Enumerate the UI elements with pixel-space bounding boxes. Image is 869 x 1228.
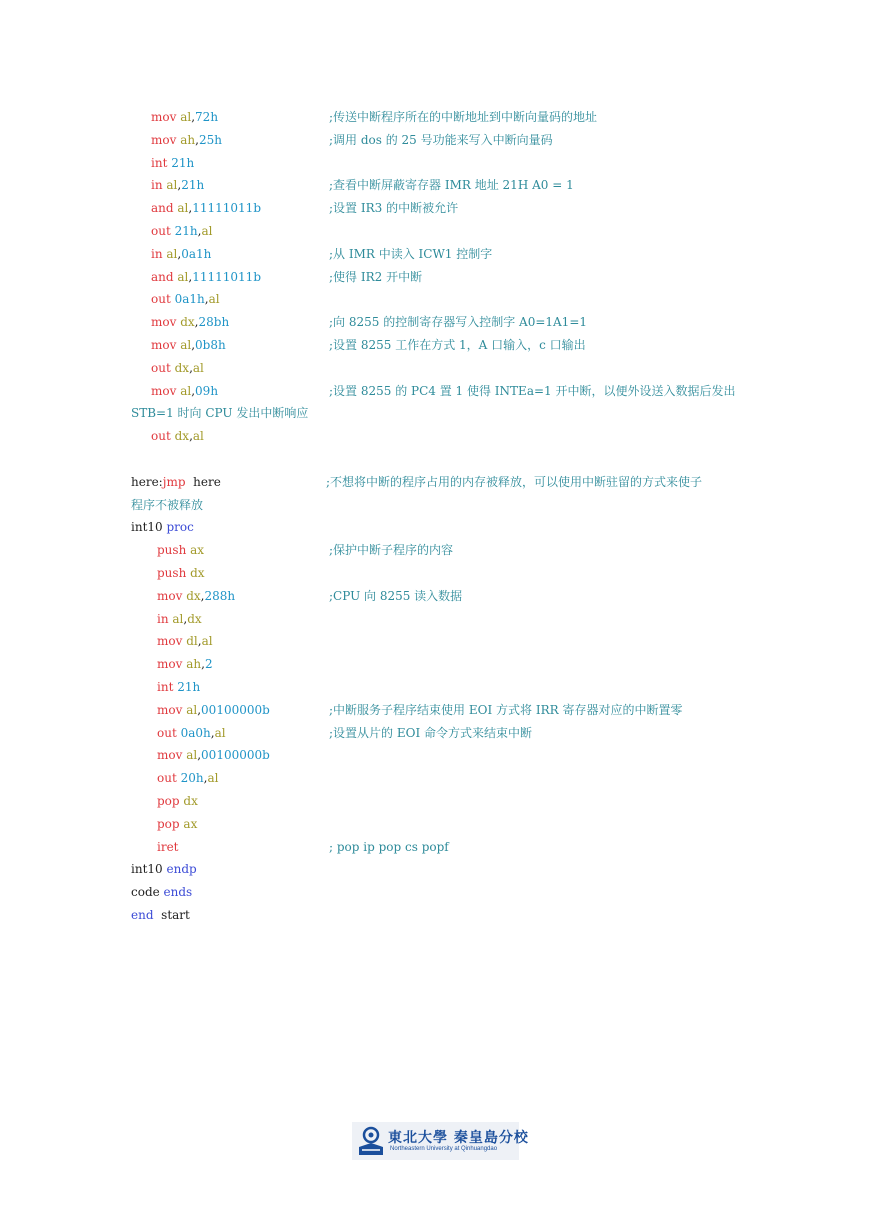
- code-line: [0, 129, 869, 152]
- instruction: [157, 744, 270, 767]
- operand: ,: [197, 634, 202, 649]
- instruction: [157, 699, 270, 722]
- mnemonic: out: [151, 223, 171, 238]
- code-line: [0, 653, 869, 676]
- operand: al: [186, 702, 198, 717]
- mnemonic: mov: [157, 702, 183, 717]
- operand: dx: [190, 565, 205, 580]
- mnemonic: mov: [151, 110, 177, 124]
- instruction: [131, 516, 194, 539]
- operand: al: [180, 383, 192, 398]
- operand: al: [166, 178, 178, 193]
- operand: al: [214, 725, 226, 740]
- code-comment: ;传送中断程序所在的中断地址到中断向量码的地址: [329, 110, 598, 124]
- code-line: [0, 357, 869, 380]
- code-line: [0, 425, 869, 448]
- instruction: [157, 836, 179, 859]
- operand: 21h: [171, 155, 195, 170]
- operand: here: [189, 474, 221, 489]
- instruction: [157, 676, 200, 699]
- operand: al: [208, 292, 220, 307]
- instruction: [151, 311, 229, 334]
- operand: ah: [186, 657, 202, 672]
- operand: 11111011b: [192, 269, 261, 284]
- instruction: [157, 539, 204, 562]
- operand: ,: [200, 588, 205, 603]
- operand: ax: [183, 816, 198, 831]
- code-line: [0, 516, 869, 539]
- operand: 21h: [174, 223, 198, 238]
- code-line: [0, 858, 869, 881]
- operand: ,: [197, 702, 202, 717]
- instruction: [151, 266, 261, 289]
- code-comment: ;查看中断屏蔽寄存器 IMR 地址 21H A0 = 1: [329, 178, 574, 193]
- code-line: [0, 836, 869, 859]
- code-line: [0, 630, 869, 653]
- operand: 11111011b: [192, 201, 261, 216]
- code-listing: [0, 106, 869, 927]
- code-line: [0, 744, 869, 767]
- instruction: [157, 653, 213, 676]
- operand: al: [180, 110, 192, 124]
- operand: ah: [180, 132, 196, 147]
- operand: ,: [183, 611, 188, 626]
- code-comment: ;保护中断子程序的内容: [329, 543, 454, 558]
- mnemonic: out: [151, 292, 171, 307]
- operand: ,: [191, 383, 196, 398]
- code-line: [0, 539, 869, 562]
- operand: dx: [174, 360, 190, 375]
- mnemonic: endp: [166, 862, 197, 877]
- mnemonic: out: [151, 360, 171, 375]
- operand: dx: [186, 588, 201, 603]
- mnemonic: mov: [151, 337, 177, 352]
- instruction: [151, 243, 211, 266]
- operand: al: [177, 201, 189, 216]
- instruction: [157, 790, 198, 813]
- code-comment: ;设置从片的 EOI 命令方式来结束中断: [329, 725, 533, 740]
- mnemonic: mov: [151, 383, 177, 398]
- code-line: [0, 243, 869, 266]
- instruction: [157, 630, 213, 653]
- mnemonic: jmp: [162, 474, 186, 489]
- operand: ,: [203, 771, 208, 786]
- code-comment: ;设置 8255 的 PC4 置 1 使得 INTEa=1 开中断，以便外设送入数据后发出: [329, 383, 736, 398]
- instruction: [157, 562, 205, 585]
- code-label: int10: [131, 520, 167, 535]
- operand: ,: [197, 748, 202, 763]
- operand: 0a1h: [174, 292, 205, 307]
- code-comment: ;设置 IR3 的中断被允许: [329, 201, 459, 216]
- code-comment: ;从 IMR 中读入 ICW1 控制字: [329, 246, 493, 261]
- mnemonic: in: [151, 246, 163, 261]
- operand: 0b8h: [195, 337, 226, 352]
- operand: dl: [186, 634, 198, 649]
- instruction: [157, 767, 218, 790]
- instruction: [151, 152, 194, 175]
- mnemonic: push: [157, 565, 187, 580]
- mnemonic: mov: [151, 132, 177, 147]
- code-line: [0, 174, 869, 197]
- mnemonic: proc: [166, 520, 194, 535]
- mnemonic: pop: [157, 816, 180, 831]
- university-emblem-icon: [356, 1125, 386, 1157]
- operand: 21h: [181, 178, 205, 193]
- instruction: [157, 722, 226, 745]
- operand: ,: [204, 292, 209, 307]
- code-line: [0, 402, 869, 425]
- operand: dx: [180, 315, 195, 330]
- mnemonic: in: [151, 178, 163, 193]
- comment-continuation: 程序不被释放: [131, 497, 204, 512]
- instruction: [151, 174, 204, 197]
- mnemonic: mov: [151, 315, 177, 330]
- code-line: [0, 813, 869, 836]
- instruction: [157, 585, 235, 608]
- code-line: [0, 904, 869, 927]
- operand: ax: [190, 543, 205, 558]
- code-line: [0, 881, 869, 904]
- code-line: [0, 790, 869, 813]
- code-line: [0, 585, 869, 608]
- code-line: [0, 767, 869, 790]
- operand: ,: [189, 429, 193, 444]
- operand: start: [157, 907, 190, 922]
- mnemonic: out: [151, 429, 171, 444]
- operand: ,: [194, 315, 199, 330]
- mnemonic: mov: [157, 588, 183, 603]
- operand: ,: [210, 725, 215, 740]
- instruction: [151, 288, 220, 311]
- code-comment: ;中断服务子程序结束使用 EOI 方式将 IRR 寄存器对应的中断置零: [329, 702, 683, 717]
- mnemonic: push: [157, 543, 187, 558]
- code-line: [0, 266, 869, 289]
- instruction: [157, 813, 197, 836]
- mnemonic: mov: [157, 748, 183, 763]
- code-line: [0, 471, 869, 494]
- operand: ,: [177, 246, 182, 261]
- instruction: [157, 608, 202, 631]
- code-line: [0, 197, 869, 220]
- operand: al: [180, 337, 192, 352]
- operand: ,: [189, 360, 193, 375]
- mnemonic: and: [151, 201, 174, 216]
- operand: al: [207, 771, 219, 786]
- operand: 25h: [198, 132, 222, 147]
- operand: ,: [201, 657, 205, 672]
- operand: al: [201, 634, 213, 649]
- code-label: int10: [131, 862, 167, 877]
- operand: 72h: [195, 110, 219, 124]
- operand: 00100000b: [201, 702, 270, 717]
- operand: al: [192, 429, 204, 444]
- mnemonic: end: [131, 907, 154, 922]
- code-line: [0, 220, 869, 243]
- instruction: [151, 220, 212, 243]
- instruction: [151, 129, 222, 152]
- code-line: [0, 722, 869, 745]
- operand: 09h: [195, 383, 219, 398]
- instruction: [151, 334, 226, 357]
- code-line: [0, 494, 869, 517]
- operand: al: [177, 269, 189, 284]
- operand: ,: [195, 132, 199, 147]
- operand: dx: [183, 793, 198, 808]
- operand: 0a1h: [181, 246, 212, 261]
- instruction: [151, 425, 204, 448]
- code-line: [0, 334, 869, 357]
- operand: 2: [204, 657, 213, 672]
- operand: ,: [188, 201, 193, 216]
- operand: 20h: [180, 771, 204, 786]
- operand: dx: [174, 429, 190, 444]
- code-label: here:: [131, 474, 163, 489]
- operand: ,: [191, 110, 196, 124]
- operand: ,: [177, 178, 182, 193]
- code-comment: ;不想将中断的程序占用的内存被释放，可以使用中断驻留的方式来使子: [326, 474, 703, 489]
- code-line: [0, 380, 869, 403]
- operand: ,: [191, 337, 196, 352]
- mnemonic: out: [157, 771, 177, 786]
- mnemonic: pop: [157, 793, 180, 808]
- mnemonic: and: [151, 269, 174, 284]
- code-comment: ;向 8255 的控制寄存器写入控制字 A0=1A1=1: [329, 315, 588, 330]
- instruction: [151, 106, 218, 129]
- code-comment: ;CPU 向 8255 读入数据: [329, 588, 463, 603]
- code-line: [0, 608, 869, 631]
- code-line: [0, 699, 869, 722]
- code-line: [0, 562, 869, 585]
- code-line: [0, 676, 869, 699]
- operand: al: [186, 748, 198, 763]
- footer-logo: [352, 1122, 529, 1160]
- mnemonic: ends: [163, 885, 193, 900]
- code-line: [0, 288, 869, 311]
- code-comment: ;设置 8255 工作在方式 1，A 口输入，c 口输出: [329, 337, 586, 352]
- instruction: [131, 471, 221, 494]
- mnemonic: iret: [157, 839, 179, 854]
- comment-continuation: STB=1 时向 CPU 发出中断响应: [131, 406, 309, 421]
- operand: dx: [187, 611, 202, 626]
- logo-text-cn: 東北大學 秦皇島分校: [388, 1130, 529, 1146]
- instruction: [151, 357, 204, 380]
- instruction: [131, 881, 192, 904]
- mnemonic: in: [157, 611, 169, 626]
- logo-text-en: Northeastern University at Qinhuangdao: [390, 1146, 498, 1152]
- instruction: [131, 858, 197, 881]
- code-line: [0, 152, 869, 175]
- instruction: [131, 904, 190, 927]
- operand: al: [192, 360, 204, 375]
- mnemonic: mov: [157, 634, 183, 649]
- operand: 288h: [204, 588, 236, 603]
- code-comment: ;调用 dos 的 25 号功能来写入中断向量码: [329, 132, 553, 147]
- mnemonic: int: [157, 679, 174, 694]
- operand: al: [172, 611, 184, 626]
- code-line: [0, 106, 869, 129]
- mnemonic: out: [157, 725, 177, 740]
- instruction: [151, 380, 218, 403]
- code-line: [0, 448, 869, 471]
- operand: 0a0h: [180, 725, 211, 740]
- operand: ,: [197, 223, 202, 238]
- operand: al: [166, 246, 178, 261]
- mnemonic: int: [151, 155, 168, 170]
- operand: 28bh: [198, 315, 230, 330]
- operand: ,: [188, 269, 193, 284]
- operand: 21h: [177, 679, 201, 694]
- code-label: code: [131, 885, 164, 900]
- instruction: [151, 197, 261, 220]
- operand: al: [201, 223, 213, 238]
- code-comment: ;使得 IR2 开中断: [329, 269, 423, 284]
- code-comment: ; pop ip pop cs popf: [329, 839, 449, 854]
- mnemonic: mov: [157, 657, 183, 672]
- code-line: [0, 311, 869, 334]
- operand: 00100000b: [201, 748, 270, 763]
